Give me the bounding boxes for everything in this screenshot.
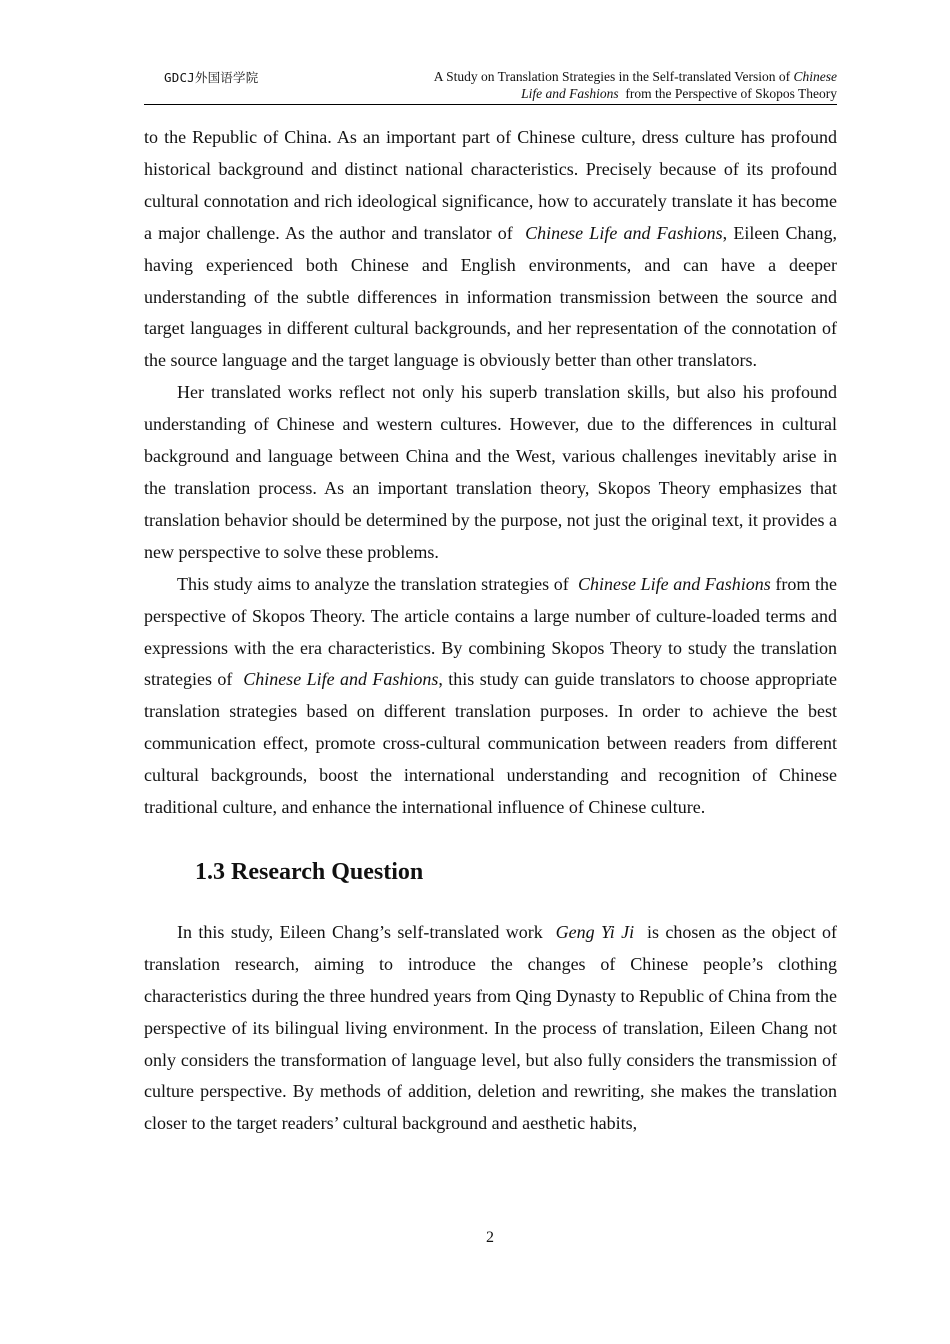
header-title-italic-1: Chinese [793, 69, 837, 84]
section-heading: 1.3 Research Question [195, 858, 424, 885]
paragraph-1 [144, 122, 837, 377]
page-body [144, 122, 837, 1140]
paragraph-3-text-b: from the perspective of Skopos Theory. The article contains a large number of culture-loaded terms and expressions with the era characteristics. By combining Skopos Theory to study the translation strategies of [144, 573, 838, 690]
paragraph-4 [144, 917, 837, 1140]
paragraph-3-text-c: , this study can guide translators to choose appropriate translation strategies based on different translation purposes. In order to achieve the best communication effect, promote cross-cultural communication between readers from different cultural backgrounds, boost the international understanding and recognition of Chinese traditional culture, and enhance the international influence of Chinese culture. [144, 669, 838, 818]
work-title: Geng Yi Ji [555, 921, 635, 942]
running-header [144, 68, 837, 105]
header-title-suffix: from the Perspective of Skopos Theory [625, 86, 837, 101]
paragraph-4-text-b: is chosen as the object of translation research, aiming to introduce the changes of Chinese people’s clothing characteristics during the three hundred years from Qing Dynasty to Republic of China from the perspective of its bilingual living environment. In the process of translation, Eileen Chang not only considers the transformation of language level, but also fully considers the transmission of culture perspective. By methods of addition, deletion and rewriting, she makes the translation closer to the target readers’ cultural background and aesthetic habits, [144, 921, 838, 1134]
paragraph-1-text-b: , Eileen Chang, having experienced both Chinese and English environments, and can have a deeper understanding of the subtle differences in information transmission between the source and target languages in different cultural backgrounds, and her representation of the connotation of the source language and the target language is obviously better than other translators. [144, 222, 837, 371]
paragraph-3 [144, 569, 837, 824]
page-number: 2 [486, 1229, 494, 1246]
header-thesis-title [367, 68, 837, 102]
paragraph-2: Her translated works reflect not only his superb translation skills, but also his profound understanding of Chinese and western cultures. However, due to the differences in cultural background and language between China and the West, various challenges inevitably arise in the translation process. As an important translation theory, Skopos Theory emphasizes that translation behavior should be determined by the purpose, not just the original text, it provides a new perspective to solve these problems. [144, 382, 837, 562]
work-title: Chinese Life and Fashions [577, 573, 771, 594]
work-title: Chinese Life and Fashions [243, 669, 439, 690]
header-title-italic-2: Life and Fashions [521, 86, 619, 101]
header-title-prefix: A Study on Translation Strategies in the Self-translated Version of [433, 69, 794, 84]
paragraph-1-text-a: to the Republic of China. As an important part of Chinese culture, dress culture has profound historical background and distinct national characteristics. Precisely because of its profound cultural connotation and rich ideological significance, how to accurately translate it has become a major challenge. As the author and translator of [144, 127, 837, 243]
header-institution: GDCJ外国语学院 [164, 70, 259, 85]
paragraph-4-text-a: In this study, Eileen Chang’s self-translated work [177, 921, 550, 942]
paragraph-3-text-a: This study aims to analyze the translation strategies of [177, 573, 574, 594]
work-title: Chinese Life and Fashions [525, 222, 723, 243]
